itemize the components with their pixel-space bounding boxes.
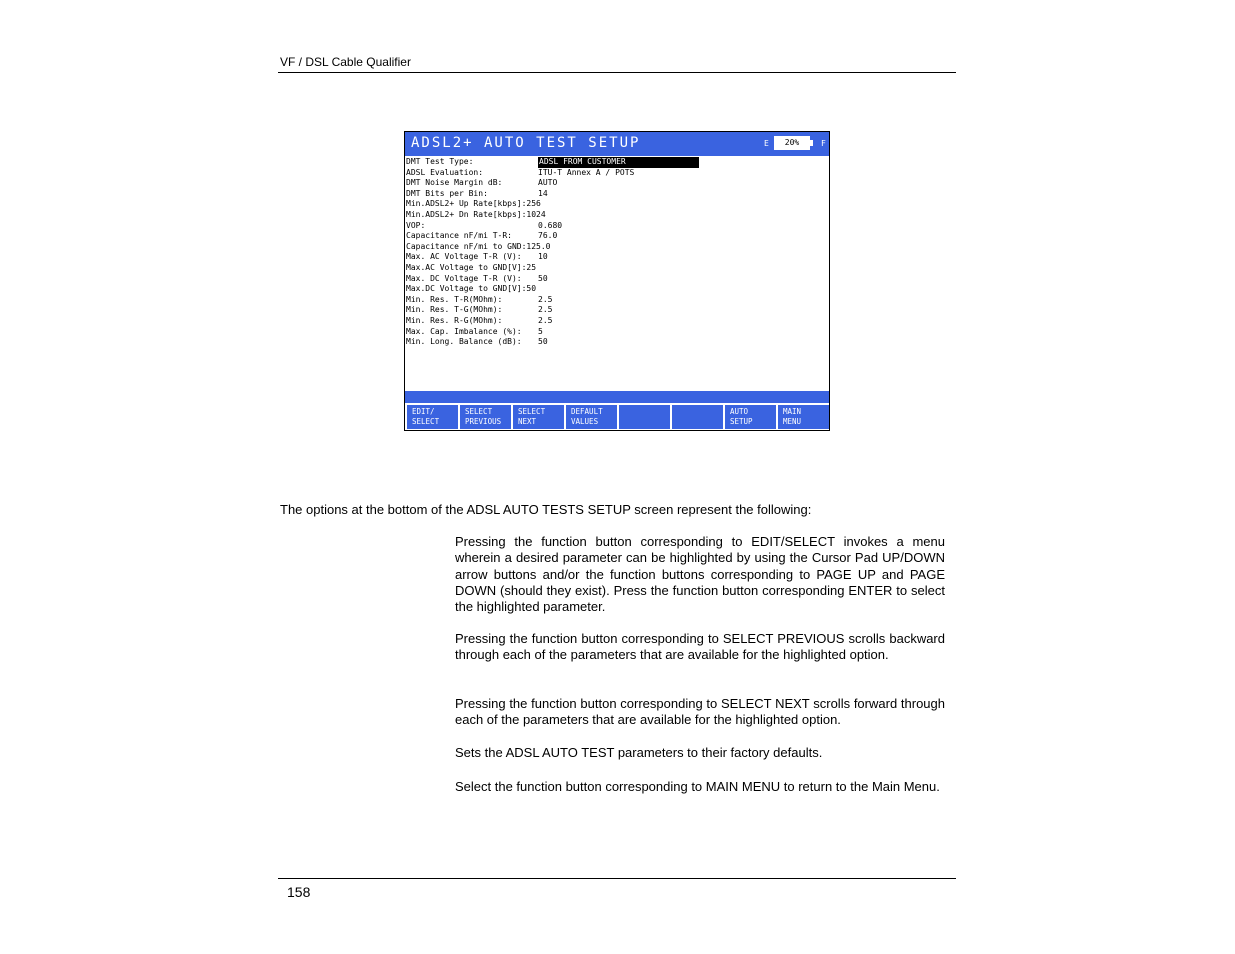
fkey-line2: MENU [783, 417, 802, 426]
param-label: Min.ADSL2+ Up Rate[kbps]:256 [406, 199, 541, 209]
battery-full-label: F [821, 139, 826, 148]
edit-select-description: Pressing the function button corresponding to EDIT/SELECT invokes a menu wherein a desired parameter can be highlighted by using the Cursor Pad UP/DOWN arrow buttons and/or the function buttons corresponding to PAGE UP and PAGE DOWN (should they exist). Press the function button corresponding ENTER to select the highlighted parameter. [455, 534, 945, 615]
screen-status-bar [405, 391, 829, 403]
param-label: Min. Res. T-G(MOhm): [406, 305, 503, 315]
param-row[interactable] [405, 168, 829, 179]
fkey-line1: AUTO [730, 407, 749, 416]
param-row[interactable] [405, 337, 829, 348]
parameter-list [405, 157, 829, 348]
blank-function-button[interactable] [619, 405, 670, 429]
param-row[interactable] [405, 221, 829, 232]
select-previous-button[interactable] [460, 405, 511, 429]
param-label: Capacitance nF/mi T-R: [406, 231, 512, 241]
param-value: 2.5 [538, 305, 553, 315]
fkey-line1: SELECT [465, 407, 493, 416]
param-row[interactable] [405, 274, 829, 285]
param-label: Max. DC Voltage T-R (V): [406, 273, 522, 283]
fkey-line1: SELECT [518, 407, 546, 416]
param-row[interactable] [405, 327, 829, 338]
param-value-selected[interactable]: ADSL FROM CUSTOMER [538, 157, 699, 168]
param-label: Capacitance nF/mi to GND:125.0 [406, 241, 551, 251]
running-header: VF / DSL Cable Qualifier [280, 55, 411, 69]
param-row[interactable] [405, 263, 829, 274]
param-row[interactable] [405, 252, 829, 263]
battery-tip [810, 140, 813, 146]
fkey-line1: EDIT/ [412, 407, 435, 416]
param-row[interactable] [405, 210, 829, 221]
select-next-button[interactable] [513, 405, 564, 429]
param-label: ADSL Evaluation: [406, 167, 484, 177]
param-label: Max.AC Voltage to GND[V]:25 [406, 262, 537, 272]
param-value: 0.680 [538, 220, 563, 230]
param-row[interactable] [405, 178, 829, 189]
footer-rule [278, 878, 956, 879]
param-label: Max. Cap. Imbalance (%): [406, 326, 522, 336]
fkey-line2: PREVIOUS [465, 417, 502, 426]
battery-empty-label: E [764, 139, 769, 148]
header-rule [278, 72, 956, 73]
main-menu-description: Select the function button corresponding to MAIN MENU to return to the Main Menu. [455, 779, 940, 794]
param-row[interactable] [405, 157, 829, 168]
param-value: 76.0 [538, 231, 558, 241]
param-label: VOP: [406, 220, 426, 230]
device-screenshot [404, 131, 830, 431]
param-row[interactable] [405, 284, 829, 295]
intro-text: The options at the bottom of the ADSL AUTO TESTS SETUP screen represent the following: [280, 502, 812, 517]
param-row[interactable] [405, 242, 829, 253]
default-values-description: Sets the ADSL AUTO TEST parameters to their factory defaults. [455, 745, 823, 760]
edit-select-button[interactable] [407, 405, 458, 429]
param-label: Min. Long. Balance (dB): [406, 337, 522, 347]
param-value: 5 [538, 326, 543, 336]
screen-title: ADSL2+ AUTO TEST SETUP [411, 135, 641, 151]
default-values-button[interactable] [566, 405, 617, 429]
function-key-bar [405, 404, 829, 430]
param-label: DMT Test Type: [406, 157, 474, 166]
param-label: Max. AC Voltage T-R (V): [406, 252, 522, 262]
battery-icon: 20% [774, 136, 810, 150]
param-row[interactable] [405, 316, 829, 327]
param-row[interactable] [405, 305, 829, 316]
param-label: DMT Noise Margin dB: [406, 178, 503, 188]
param-value: 10 [538, 252, 548, 262]
select-next-description: Pressing the function button corresponding to SELECT NEXT scrolls forward through each of the parameters that are available for the highlighted option. [455, 696, 945, 728]
param-row[interactable] [405, 199, 829, 210]
select-previous-description: Pressing the function button corresponding to SELECT PREVIOUS scrolls backward through each of the parameters that are available for the highlighted option. [455, 631, 945, 663]
param-label: DMT Bits per Bin: [406, 188, 488, 198]
main-menu-button[interactable] [778, 405, 829, 429]
fkey-line1: MAIN [783, 407, 802, 416]
auto-setup-button[interactable] [725, 405, 776, 429]
param-label: Min.ADSL2+ Dn Rate[kbps]:1024 [406, 209, 546, 219]
param-value: 2.5 [538, 294, 553, 304]
param-value: 50 [538, 337, 548, 347]
fkey-line2: SELECT [412, 417, 440, 426]
fkey-line2: VALUES [571, 417, 599, 426]
blank-function-button[interactable] [672, 405, 723, 429]
param-value: AUTO [538, 178, 558, 188]
page-number: 158 [287, 884, 311, 900]
param-label: Min. Res. T-R(MOhm): [406, 294, 503, 304]
param-value: 2.5 [538, 315, 553, 325]
param-value: 50 [538, 273, 548, 283]
fkey-line1: DEFAULT [571, 407, 603, 416]
fkey-line2: NEXT [518, 417, 537, 426]
param-label: Min. Res. R-G(MOhm): [406, 315, 503, 325]
param-label: Max.DC Voltage to GND[V]:50 [406, 284, 537, 294]
param-value: 14 [538, 188, 548, 198]
screen-title-bar [405, 132, 829, 156]
param-row[interactable] [405, 231, 829, 242]
param-row[interactable] [405, 295, 829, 306]
fkey-line2: SETUP [730, 417, 753, 426]
param-value: ITU-T Annex A / POTS [538, 167, 635, 177]
param-row[interactable] [405, 189, 829, 200]
